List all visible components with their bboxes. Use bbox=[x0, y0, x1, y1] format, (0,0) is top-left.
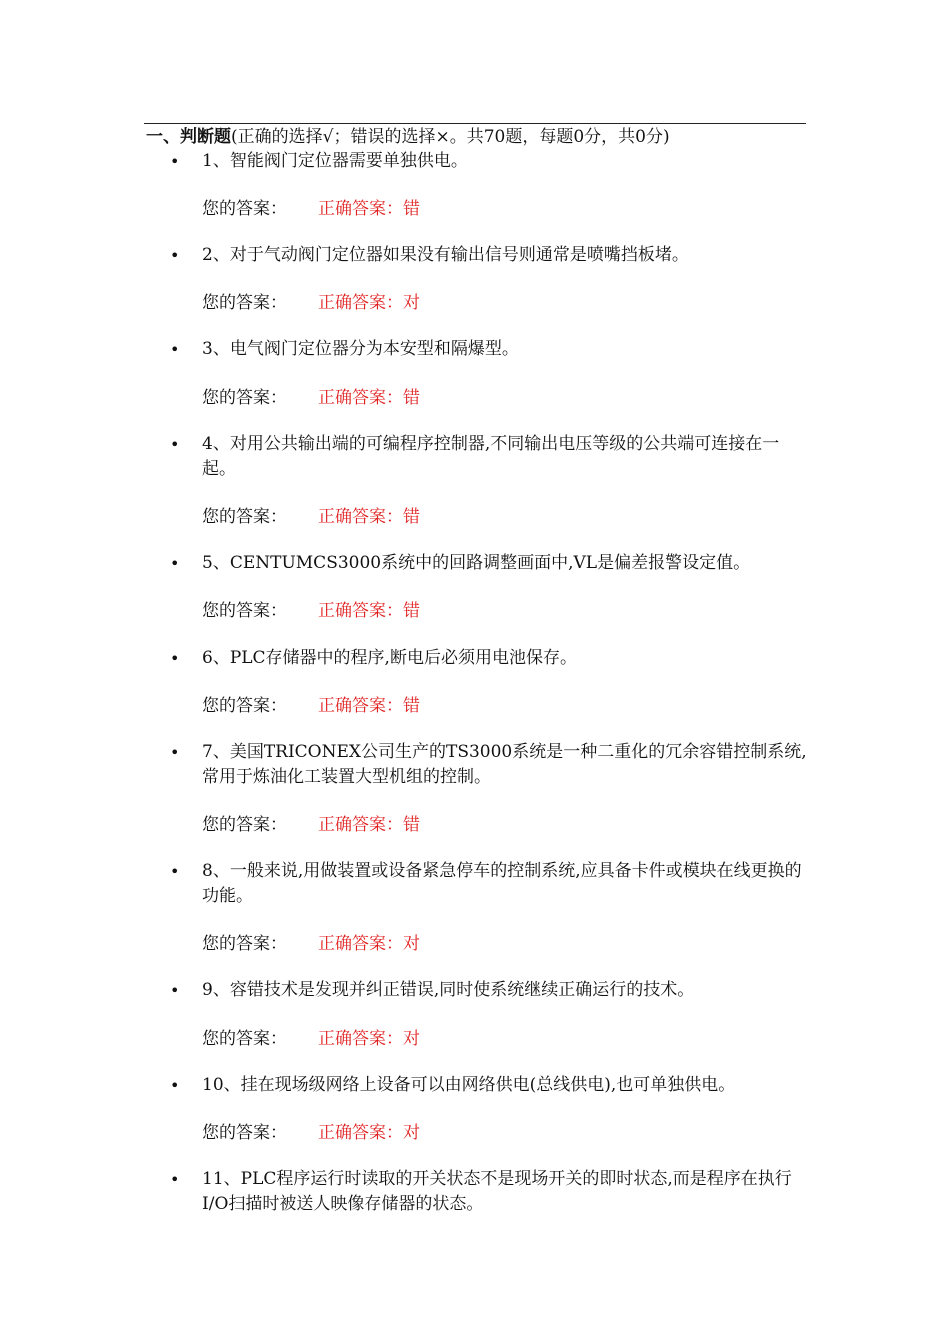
correct-answer: 正确答案：对 bbox=[318, 1123, 420, 1143]
correct-answer: 正确答案：对 bbox=[318, 1029, 420, 1049]
question-text: 8、一般来说,用做装置或设备紧急停车的控制系统,应具备卡件或模块在线更换的功能。 bbox=[202, 861, 802, 906]
your-answer-label: 您的答案： bbox=[202, 1123, 287, 1143]
question-text: 7、美国TRICONEX公司生产的TS3000系统是一种二重化的冗余容错控制系统,常用于炼油化工装置大型机组的控制。 bbox=[202, 742, 807, 787]
your-answer-label: 您的答案： bbox=[202, 696, 287, 716]
bullet-icon: • bbox=[170, 246, 180, 265]
section-title: 一、判断题 bbox=[146, 127, 231, 147]
bullet-icon: • bbox=[170, 554, 180, 573]
header-rule bbox=[144, 123, 806, 124]
your-answer-label: 您的答案： bbox=[202, 1029, 287, 1049]
question-text: 6、PLC存储器中的程序,断电后必须用电池保存。 bbox=[202, 648, 577, 668]
correct-answer: 正确答案：错 bbox=[318, 507, 420, 527]
bullet-icon: • bbox=[170, 649, 180, 668]
bullet-icon: • bbox=[170, 152, 180, 171]
section-header bbox=[146, 126, 816, 148]
answer-line bbox=[202, 386, 802, 410]
correct-answer: 正确答案：对 bbox=[318, 934, 420, 954]
answer-line bbox=[202, 291, 802, 315]
question-text: 10、挂在现场级网络上设备可以由网络供电(总线供电),也可单独供电。 bbox=[202, 1075, 736, 1095]
bullet-icon: • bbox=[170, 1076, 180, 1095]
question-text: 11、PLC程序运行时读取的开关状态不是现场开关的即时状态,而是程序在执行I/O扫描时被送人映像存储器的状态。 bbox=[202, 1169, 792, 1214]
your-answer-label: 您的答案： bbox=[202, 199, 287, 219]
question-text: 9、容错技术是发现并纠正错误,同时使系统继续正确运行的技术。 bbox=[202, 980, 695, 1000]
bullet-icon: • bbox=[170, 340, 180, 359]
question-text: 2、对于气动阀门定位器如果没有输出信号则通常是喷嘴挡板堵。 bbox=[202, 245, 689, 265]
bullet-icon: • bbox=[170, 981, 180, 1000]
answer-line bbox=[202, 505, 802, 529]
answer-line bbox=[202, 1027, 802, 1051]
correct-answer: 正确答案：错 bbox=[318, 815, 420, 835]
question-text: 3、电气阀门定位器分为本安型和隔爆型。 bbox=[202, 339, 519, 359]
bullet-icon: • bbox=[170, 1170, 180, 1189]
section-note: (正确的选择√；错误的选择×。共70题，每题0分，共0分) bbox=[231, 127, 670, 147]
correct-answer: 正确答案：错 bbox=[318, 388, 420, 408]
your-answer-label: 您的答案： bbox=[202, 601, 287, 621]
correct-answer: 正确答案：错 bbox=[318, 199, 420, 219]
correct-answer: 正确答案：对 bbox=[318, 293, 420, 313]
answer-line bbox=[202, 599, 802, 623]
correct-answer: 正确答案：错 bbox=[318, 601, 420, 621]
your-answer-label: 您的答案： bbox=[202, 293, 287, 313]
bullet-icon: • bbox=[170, 743, 180, 762]
question-text: 1、智能阀门定位器需要单独供电。 bbox=[202, 151, 468, 171]
answer-line bbox=[202, 932, 802, 956]
your-answer-label: 您的答案： bbox=[202, 815, 287, 835]
answer-line bbox=[202, 197, 802, 221]
bullet-icon: • bbox=[170, 435, 180, 454]
your-answer-label: 您的答案： bbox=[202, 388, 287, 408]
question-text: 4、对用公共输出端的可编程序控制器,不同输出电压等级的公共端可连接在一起。 bbox=[202, 434, 780, 479]
answer-line bbox=[202, 694, 802, 718]
your-answer-label: 您的答案： bbox=[202, 507, 287, 527]
answer-line bbox=[202, 1121, 802, 1145]
answer-line bbox=[202, 813, 802, 837]
your-answer-label: 您的答案： bbox=[202, 934, 287, 954]
correct-answer: 正确答案：错 bbox=[318, 696, 420, 716]
question-text: 5、CENTUMCS3000系统中的回路调整画面中,VL是偏差报警设定值。 bbox=[202, 553, 751, 573]
bullet-icon: • bbox=[170, 862, 180, 881]
